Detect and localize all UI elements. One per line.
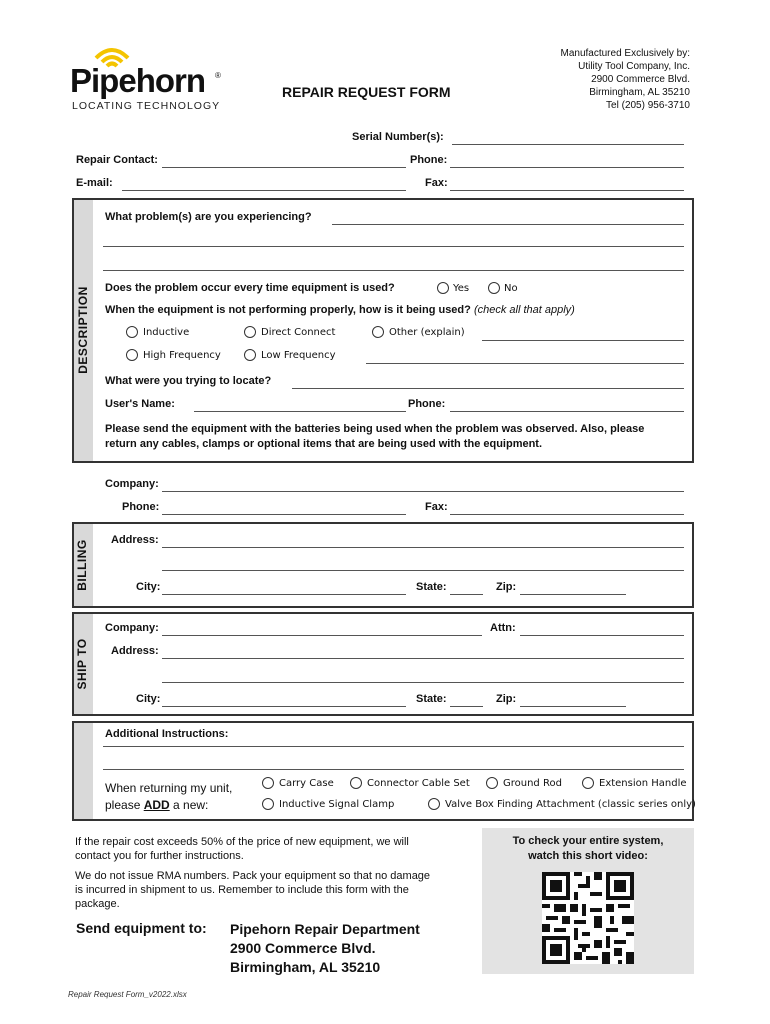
batteries-note <box>105 422 644 452</box>
qr-code-icon[interactable] <box>542 872 634 964</box>
low-frequency-radio[interactable] <box>244 349 256 361</box>
other-option-label: Other (explain) <box>389 327 465 338</box>
returning-add: ADD <box>143 798 170 812</box>
additional-instructions-label: Additional Instructions: <box>105 728 229 740</box>
additional-instructions-input[interactable] <box>103 733 684 747</box>
high-frequency-radio[interactable] <box>126 349 138 361</box>
rma-note-line: package. <box>75 898 120 910</box>
users-name-input[interactable] <box>194 398 406 412</box>
billing-address-input[interactable] <box>162 534 684 548</box>
extension-handle-checkbox[interactable] <box>582 777 594 789</box>
billing-company-label: Company: <box>105 478 159 490</box>
other-radio[interactable] <box>372 326 384 338</box>
send-address-line: 2900 Commerce Blvd. <box>230 940 376 956</box>
problem-line-2 <box>103 246 684 247</box>
how-used-label <box>105 304 575 316</box>
video-caption-line: To check your entire system, <box>512 835 664 847</box>
repair-contact-label: Repair Contact: <box>76 154 158 166</box>
registered-mark: ® <box>215 71 221 80</box>
billing-company-input[interactable] <box>162 478 684 492</box>
video-box <box>482 828 694 974</box>
manufacturer-info <box>560 47 690 112</box>
billing-address-label: Address: <box>111 534 159 546</box>
no-radio[interactable] <box>488 282 500 294</box>
inductive-signal-clamp-checkbox[interactable] <box>262 798 274 810</box>
returning-please: please <box>105 798 144 812</box>
ship-address-input[interactable] <box>162 645 684 659</box>
ship-address-label: Address: <box>111 645 159 657</box>
send-address <box>230 920 420 977</box>
ship-to-tab-label: SHIP TO <box>75 638 89 690</box>
cost-note-line: contact you for further instructions. <box>75 850 244 862</box>
direct-connect-option-label: Direct Connect <box>261 327 336 338</box>
cost-note-line: If the repair cost exceeds 50% of the price of new equipment, we will <box>75 836 409 848</box>
ground-rod-checkbox[interactable] <box>486 777 498 789</box>
fax-label: Fax: <box>425 177 448 189</box>
returning-line: When returning my unit, <box>105 781 233 795</box>
returning-line <box>105 797 232 814</box>
yes-option-label: Yes <box>453 283 470 294</box>
logo <box>70 44 230 114</box>
how-used-text: When the equipment is not performing properly, how is it being used? <box>105 304 471 316</box>
billing-state-label: State: <box>416 581 447 593</box>
ship-attn-input[interactable] <box>520 622 684 636</box>
rma-note-line: is incurred in shipment to us. Remember to include this form with the <box>75 884 409 896</box>
billing-address-line-2 <box>162 570 684 571</box>
serial-label: Serial Number(s): <box>352 131 444 143</box>
billing-phone-input[interactable] <box>162 501 406 515</box>
other-explain-input[interactable] <box>482 327 684 341</box>
inductive-radio[interactable] <box>126 326 138 338</box>
locate-label: What were you trying to locate? <box>105 375 272 387</box>
yes-radio[interactable] <box>437 282 449 294</box>
rma-note-line: We do not issue RMA numbers. Pack your equipment so that no damage <box>75 870 431 882</box>
serial-input[interactable] <box>452 131 684 145</box>
ship-state-input[interactable] <box>450 693 483 707</box>
high-frequency-option-label: High Frequency <box>143 350 221 361</box>
user-phone-label: Phone: <box>408 398 446 410</box>
ship-zip-input[interactable] <box>520 693 626 707</box>
repair-contact-input[interactable] <box>162 154 406 168</box>
ship-attn-label: Attn: <box>490 622 516 634</box>
carry-case-label: Carry Case <box>279 778 334 789</box>
returning-text <box>105 780 232 814</box>
ship-city-input[interactable] <box>162 693 406 707</box>
carry-case-checkbox[interactable] <box>262 777 274 789</box>
valve-box-checkbox[interactable] <box>428 798 440 810</box>
phone-input[interactable] <box>450 154 684 168</box>
ship-address-line-2 <box>162 682 684 683</box>
manufacturer-line: Birmingham, AL 35210 <box>589 87 690 98</box>
low-frequency-option-label: Low Frequency <box>261 350 336 361</box>
users-name-label: User's Name: <box>105 398 175 410</box>
manufacturer-line: Manufactured Exclusively by: <box>560 48 690 59</box>
other-explain-line-2 <box>366 363 684 364</box>
billing-fax-label: Fax: <box>425 501 448 513</box>
valve-box-label: Valve Box Finding Attachment (classic series only) <box>445 799 696 810</box>
additional-tab <box>74 723 93 819</box>
manufacturer-line: 2900 Commerce Blvd. <box>591 74 690 85</box>
connector-cable-set-label: Connector Cable Set <box>367 778 470 789</box>
ship-state-label: State: <box>416 693 447 705</box>
manufacturer-line: Utility Tool Company, Inc. <box>578 61 690 72</box>
no-option-label: No <box>504 283 518 294</box>
video-caption <box>482 834 694 864</box>
ship-company-label: Company: <box>105 622 159 634</box>
inductive-signal-clamp-label: Inductive Signal Clamp <box>279 799 395 810</box>
billing-tab-label: BILLING <box>75 539 89 591</box>
email-label: E-mail: <box>76 177 113 189</box>
billing-city-label: City: <box>136 581 161 593</box>
every-time-label: Does the problem occur every time equipment is used? <box>105 282 395 294</box>
phone-label: Phone: <box>410 154 448 166</box>
additional-line-2 <box>103 769 684 770</box>
returning-suffix: a new: <box>169 798 209 812</box>
ship-city-label: City: <box>136 693 161 705</box>
file-name: Repair Request Form_v2022.xlsx <box>68 990 187 999</box>
problem-line-3 <box>103 270 684 271</box>
logo-wordmark: Pipehorn <box>70 62 206 99</box>
send-address-line: Pipehorn Repair Department <box>230 921 420 937</box>
manufacturer-line: Tel (205) 956-3710 <box>606 100 690 111</box>
rma-note <box>75 869 430 911</box>
video-caption-line: watch this short video: <box>528 850 648 862</box>
user-phone-input[interactable] <box>450 398 684 412</box>
billing-zip-label: Zip: <box>496 581 517 593</box>
extension-handle-label: Extension Handle <box>599 778 687 789</box>
form-title: REPAIR REQUEST FORM <box>282 84 451 100</box>
billing-state-input[interactable] <box>450 581 483 595</box>
batteries-note-line: return any cables, clamps or optional items that are being used with the equipment. <box>105 438 543 450</box>
how-used-hint: (check all that apply) <box>473 304 575 316</box>
ship-zip-label: Zip: <box>496 693 517 705</box>
direct-connect-radio[interactable] <box>244 326 256 338</box>
description-tab-label: DESCRIPTION <box>76 286 90 374</box>
logo-tagline: LOCATING TECHNOLOGY <box>72 100 221 112</box>
send-address-line: Birmingham, AL 35210 <box>230 959 381 975</box>
connector-cable-set-checkbox[interactable] <box>350 777 362 789</box>
cost-note <box>75 835 409 863</box>
billing-fax-input[interactable] <box>450 501 684 515</box>
locate-input[interactable] <box>292 375 684 389</box>
batteries-note-line: Please send the equipment with the batteries being used when the problem was observed. Also, please <box>105 423 645 435</box>
ground-rod-label: Ground Rod <box>503 778 562 789</box>
send-equipment-label: Send equipment to: <box>76 920 207 936</box>
billing-city-input[interactable] <box>162 581 406 595</box>
problem-input[interactable] <box>332 211 684 225</box>
ship-company-input[interactable] <box>162 622 482 636</box>
email-input[interactable] <box>122 177 406 191</box>
billing-phone-label: Phone: <box>122 501 160 513</box>
billing-zip-input[interactable] <box>520 581 626 595</box>
problem-label: What problem(s) are you experiencing? <box>105 211 312 223</box>
fax-input[interactable] <box>450 177 684 191</box>
inductive-option-label: Inductive <box>143 327 190 338</box>
